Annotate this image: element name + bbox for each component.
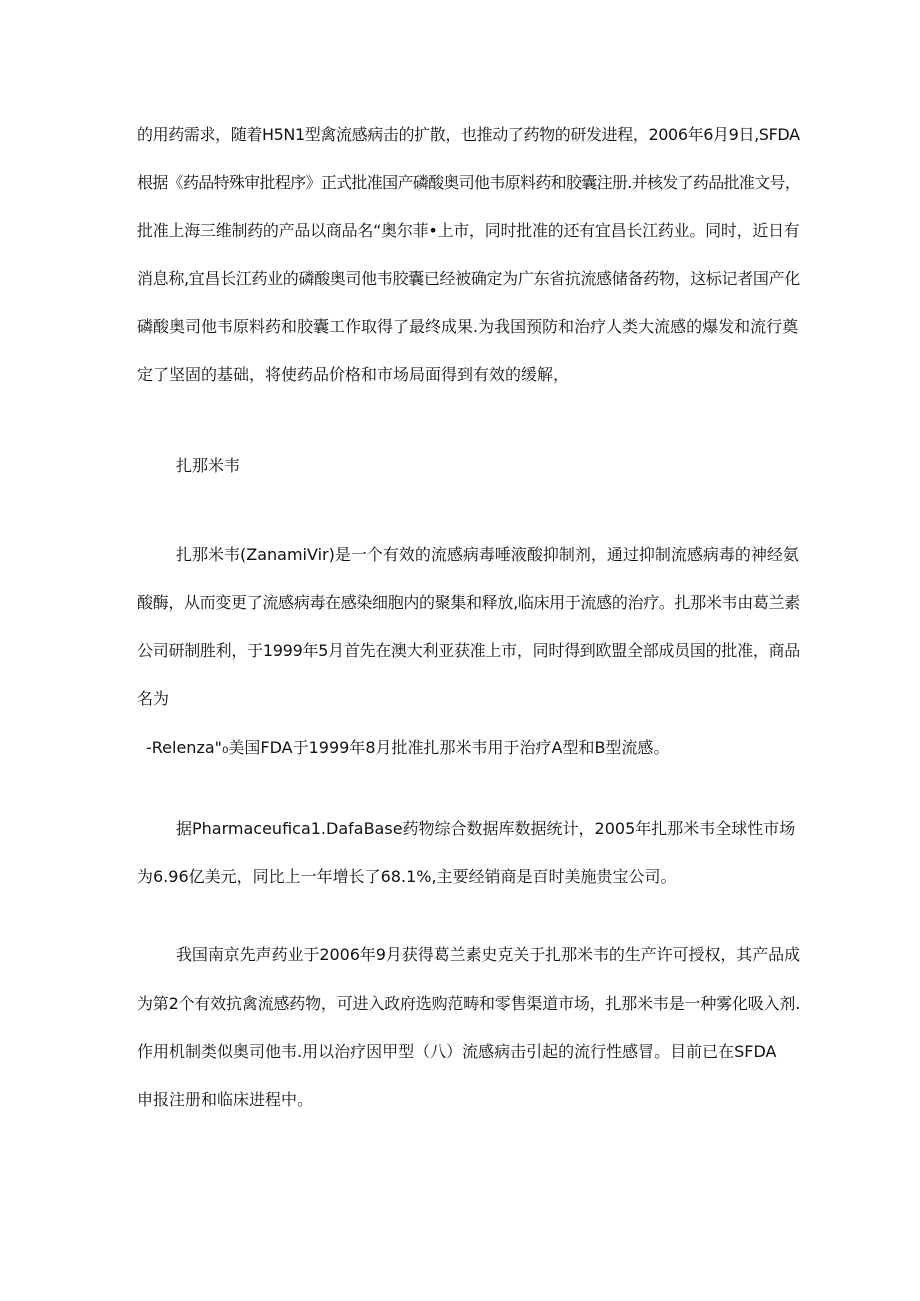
paragraph-1-line-3: 批准上海三维制药的产品以商品名“奥尔菲•上市，同时批准的还有宜昌长江药业。同时，近日有 (137, 221, 800, 240)
paragraph-1-line-5: 磷酸奥司他韦原料药和胶囊工作取得了最终成果.为我国预防和治疗人类大流感的爆发和流行奠 (137, 317, 799, 336)
paragraph-1-line-2: 根据《药品特殊审批程序》正式批准国产磷酸奥司他韦原料药和胶囊注册.并核发了药品批准文号， (137, 173, 801, 192)
paragraph-5-line-4: 申报注册和临床进程中。 (137, 1090, 314, 1109)
paragraph-1-line-1: 的用药需求，随着H5N1型禽流感病击的扩散，也推动了药物的研发进程，2006年6月9日,SFDA (137, 125, 800, 144)
paragraph-1-line-6: 定了坚固的基础，将使药品价格和市场局面得到有效的缓解， (137, 365, 570, 384)
paragraph-4-line-1: 据Pharmaceufica1.DafaBase药物综合数据库数据统计，2005年扎那米韦全球性市场 (176, 819, 796, 838)
paragraph-5-line-1: 我国南京先声药业于2006年9月获得葛兰素史克关于扎那米韦的生产许可授权，其产品成 (176, 945, 801, 964)
paragraph-2-line-1: 扎那米韦(ZanamiVir)是一个有效的流感病毒唾液酸抑制剂，通过抑制流感病毒的神经氨 (176, 545, 799, 564)
paragraph-2-line-2: 酸酶，从而变更了流感病毒在感染细胞内的聚集和释放,临床用于流感的治疗。扎那米韦由葛兰素 (137, 593, 800, 612)
paragraph-2-line-4: 名为 (137, 689, 170, 708)
paragraph-4-line-2: 为6.96亿美元，同比上一年增长了68.1%,主要经销商是百时美施贵宝公司。 (137, 867, 677, 886)
paragraph-2-line-3: 公司研制胜利，于1999年5月首先在澳大利亚获准上市，同时得到欧盟全部成员国的批准，商品 (137, 641, 801, 660)
paragraph-5-line-2: 为第2个有效抗禽流感药物，可进入政府选购范畴和零售渠道市场，扎那米韦是一种雾化吸入剂. (137, 994, 801, 1013)
paragraph-5-line-3: 作用机制类似奥司他韦.用以治疗因甲型（八）流感病击引起的流行性感冒。目前已在SFDA (137, 1042, 777, 1061)
paragraph-1-line-4: 消息称,宜昌长江药业的磷酸奥司他韦胶囊已经被确定为广东省抗流感储备药物，这标记者国产化 (137, 269, 800, 288)
section-heading: 扎那米韦 (176, 456, 241, 475)
paragraph-3-line-1: -Relenza"₀美国FDA于1999年8月批准扎那米韦用于治疗A型和B型流感。 (146, 738, 670, 757)
